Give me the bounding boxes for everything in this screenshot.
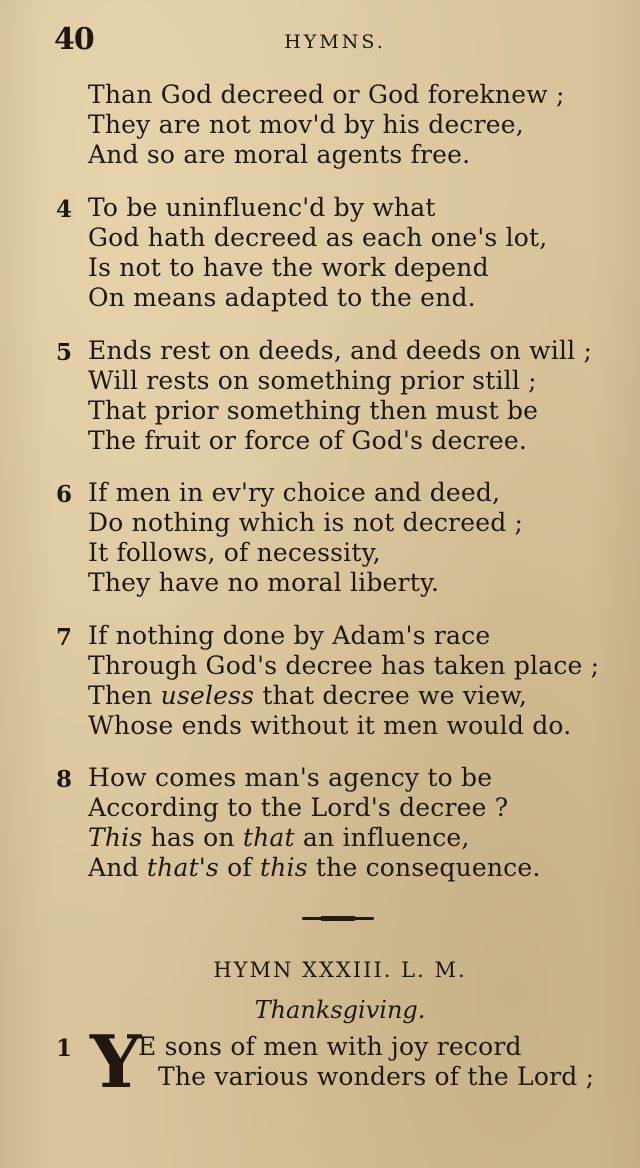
verse-text: the consequence. <box>315 853 541 882</box>
stanza-number: 6 <box>56 481 73 508</box>
verse-line: The various wonders of the Lord ; <box>158 1062 595 1091</box>
verse-line: Than God decreed or God foreknew ; <box>88 80 565 109</box>
verse-line: Whose ends without it men would do. <box>88 711 572 740</box>
italic-word: that <box>242 823 295 852</box>
verse-line: The fruit or force of God's decree. <box>88 426 527 455</box>
verse-line: God hath decreed as each one's lot, <box>88 223 548 252</box>
drop-cap: Y <box>90 1019 142 1104</box>
italic-word: this <box>259 853 308 882</box>
verse-line: It follows, of necessity, <box>88 538 381 567</box>
verse-line: To be uninfluenc'd by what <box>88 193 436 222</box>
verse-text: And <box>88 853 139 882</box>
verse-line: Do nothing which is not decreed ; <box>88 508 524 537</box>
verse-line: If nothing done by Adam's race <box>88 621 491 650</box>
verse-line: Through God's decree has taken place ; <box>88 651 600 680</box>
verse-text: an influence, <box>302 823 470 852</box>
verse-line: They are not mov'd by his decree, <box>88 110 524 139</box>
ornamental-rule <box>302 916 374 921</box>
verse-line: How comes man's agency to be <box>88 763 493 792</box>
verse-line: According to the Lord's decree ? <box>88 793 509 822</box>
italic-word: This <box>88 823 143 852</box>
verse-line <box>88 681 527 710</box>
verse-line <box>88 823 470 852</box>
running-head: HYMNS. <box>284 31 386 53</box>
hymn-title: HYMN XXXIII. L. M. <box>213 958 467 982</box>
stanza-number: 7 <box>56 624 73 651</box>
stanza-number: 1 <box>56 1035 73 1062</box>
stanza-number: 4 <box>56 196 73 223</box>
verse-line: And so are moral agents free. <box>88 140 471 169</box>
verse-text: Then <box>88 681 153 710</box>
verse-line <box>88 853 541 882</box>
italic-word: that's <box>146 853 219 882</box>
stanza-number: 8 <box>56 766 73 793</box>
hymn-subtitle: Thanksgiving. <box>254 996 426 1024</box>
verse-text: of <box>227 853 252 882</box>
page-number: 40 <box>54 22 94 57</box>
verse-line: Is not to have the work depend <box>88 253 489 282</box>
verse-line: They have no moral liberty. <box>88 568 440 597</box>
verse-line: Ends rest on deeds, and deeds on will ; <box>88 336 593 365</box>
rule-swell <box>320 916 356 921</box>
stanza-number: 5 <box>56 339 73 366</box>
verse-text: that decree we view, <box>262 681 528 710</box>
verse-line: On means adapted to the end. <box>88 283 476 312</box>
verse-line: If men in ev'ry choice and deed, <box>88 478 501 507</box>
italic-word: useless <box>160 681 255 710</box>
verse-line: E sons of men with joy record <box>138 1032 522 1061</box>
verse-line: Will rests on something prior still ; <box>88 366 537 395</box>
verse-line: That prior something then must be <box>88 396 539 425</box>
verse-text: has on <box>150 823 235 852</box>
